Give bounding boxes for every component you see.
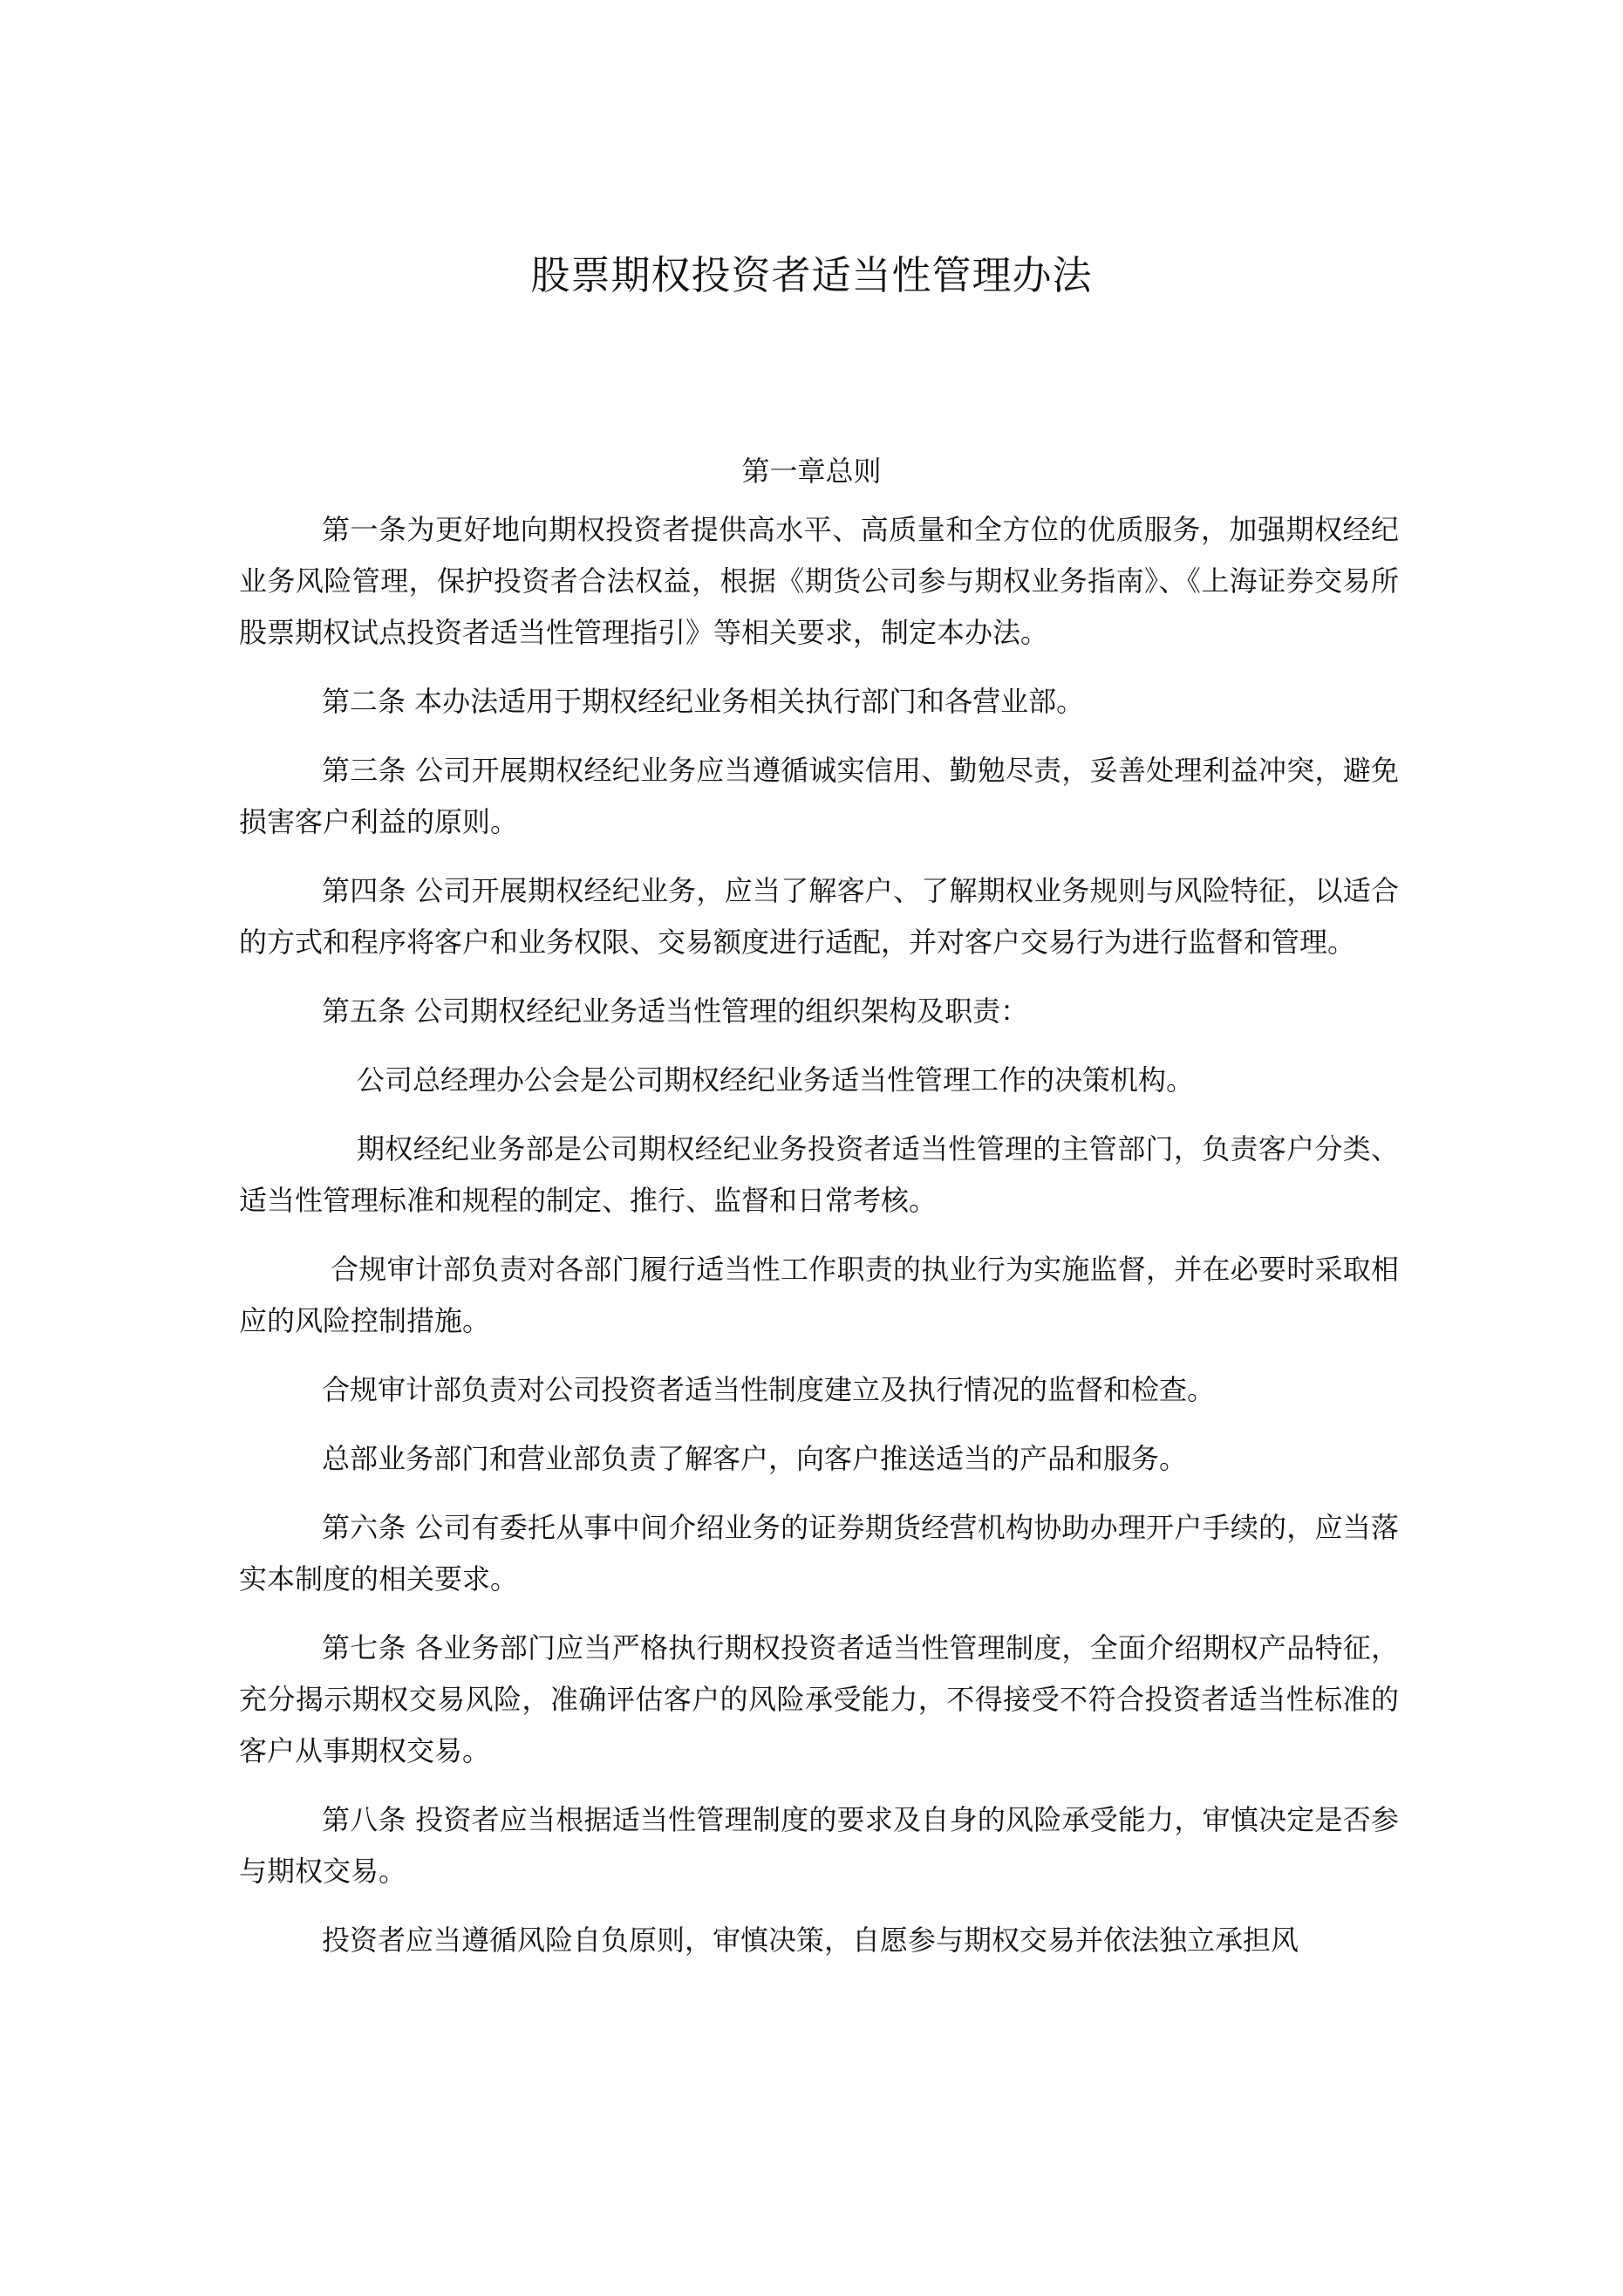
paragraph-article-5-item-4: 合规审计部负责对公司投资者适当性制度建立及执行情况的监督和检查。 xyxy=(322,1373,1216,1406)
paragraph-article-8-cont: 投资者应当遵循风险自负原则，审慎决策，自愿参与期权交易并依法独立承担风 xyxy=(322,1924,1299,1957)
paragraph-article-5-item-3: 合规审计部负责对各部门履行适当性工作职责的执业行为实施监督，并在必要时采取相应的风险控制措施。 xyxy=(239,1253,1399,1337)
paragraph-article-5: 第五条 公司期权经纪业务适当性管理的组织架构及职责： xyxy=(322,994,1029,1028)
paragraph-article-5-item-1: 公司总经理办公会是公司期权经纪业务适当性管理工作的决策机构。 xyxy=(357,1063,1195,1097)
paragraph-article-5-item-5: 总部业务部门和营业部负责了解客户，向客户推送适当的产品和服务。 xyxy=(322,1442,1188,1475)
document-body xyxy=(239,504,1399,1984)
document-title: 股票期权投资者适当性管理办法 xyxy=(530,252,1093,298)
paragraph-article-6: 第六条 公司有委托从事中间介绍业务的证券期货经营机构协助办理开户手续的，应当落实本制度的相关要求。 xyxy=(239,1511,1399,1596)
paragraph-article-8: 第八条 投资者应当根据适当性管理制度的要求及自身的风险承受能力，审慎决定是否参与期权交易。 xyxy=(239,1803,1399,1888)
paragraph-article-7: 第七条 各业务部门应当严格执行期权投资者适当性管理制度，全面介绍期权产品特征，充分揭示期权交易风险，准确评估客户的风险承受能力，不得接受不符合投资者适当性标准的客户从事期权交易。 xyxy=(239,1631,1399,1767)
paragraph-article-5-item-2: 期权经纪业务部是公司期权经纪业务投资者适当性管理的主管部门，负责客户分类、适当性管理标准和规程的制定、推行、监督和日常考核。 xyxy=(239,1132,1399,1217)
chapter-title: 第一章总则 xyxy=(741,454,882,488)
paragraph-article-2: 第二条 本办法适用于期权经纪业务相关执行部门和各营业部。 xyxy=(322,685,1085,718)
paragraph-article-3: 第三条 公司开展期权经纪业务应当遵循诚实信用、勤勉尽责，妥善处理利益冲突，避免损害客户利益的原则。 xyxy=(239,754,1399,838)
paragraph-article-1: 第一条为更好地向期权投资者提供高水平、高质量和全方位的优质服务，加强期权经纪业务风险管理，保护投资者合法权益，根据《期货公司参与期权业务指南》、《上海证券交易所股票期权试点投资者适当性管理指引》等相关要求，制定本办法。 xyxy=(239,513,1399,649)
paragraph-article-4: 第四条 公司开展期权经纪业务，应当了解客户、了解期权业务规则与风险特征，以适合的方式和程序将客户和业务权限、交易额度进行适配，并对客户交易行为进行监督和管理。 xyxy=(239,874,1399,959)
